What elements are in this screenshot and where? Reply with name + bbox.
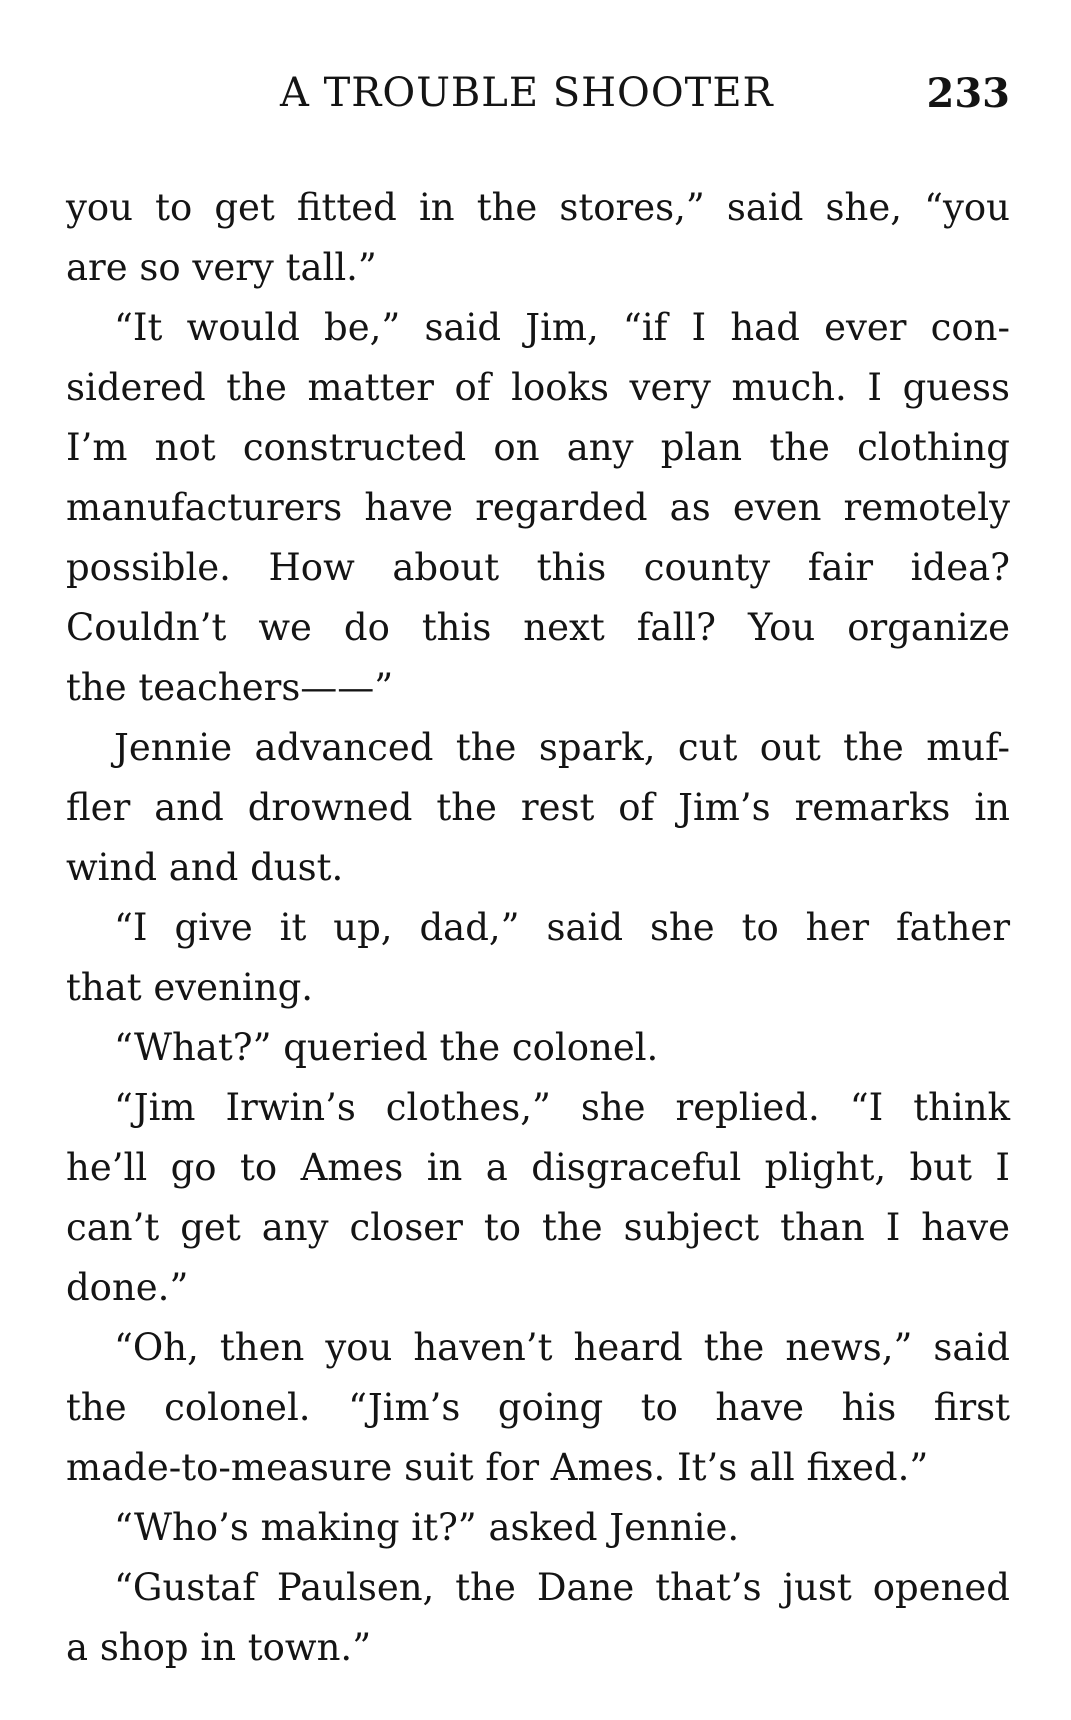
text-line: “I give it up, dad,” said she to her father	[114, 906, 1010, 949]
text-line: Couldn’t we do this next fall? You organize	[66, 606, 1010, 649]
text-line: the colonel. “Jim’s going to have his first	[66, 1386, 1010, 1429]
text-line: wind and dust.	[66, 846, 344, 889]
text-line: “Oh, then you haven’t heard the news,” said	[114, 1326, 1010, 1369]
text-line: that evening.	[66, 966, 314, 1009]
page-header	[66, 70, 1010, 130]
text-line: he’ll go to Ames in a disgraceful plight, but I	[66, 1146, 1010, 1189]
text-line: “What?” queried the colonel.	[114, 1026, 659, 1069]
text-line: can’t get any closer to the subject than I have	[66, 1206, 1010, 1249]
text-line: the teachers——”	[66, 666, 394, 709]
text-line: fler and drowned the rest of Jim’s remarks in	[66, 786, 1010, 829]
page-number: 233	[926, 70, 1010, 117]
text-line: “It would be,” said Jim, “if I had ever con-	[114, 306, 1010, 349]
text-line: a shop in town.”	[66, 1626, 372, 1669]
text-line: “Who’s making it?” asked Jennie.	[114, 1506, 740, 1549]
text-line: sidered the matter of looks very much. I guess	[66, 366, 1010, 409]
text-line: “Jim Irwin’s clothes,” she replied. “I think	[114, 1086, 1010, 1129]
text-line: made-to-measure suit for Ames. It’s all fixed.”	[66, 1446, 929, 1489]
text-line: possible. How about this county fair idea?	[66, 546, 1010, 589]
text-line: Jennie advanced the spark, cut out the muf-	[114, 726, 1010, 769]
running-title: A TROUBLE SHOOTER	[280, 70, 774, 116]
page-body-text	[66, 178, 1010, 1678]
text-line: you to get fitted in the stores,” said she, “you	[66, 186, 1010, 229]
text-line: manufacturers have regarded as even remotely	[66, 486, 1010, 529]
text-line: I’m not constructed on any plan the clothing	[66, 426, 1010, 469]
text-line: done.”	[66, 1266, 189, 1309]
text-line: “Gustaf Paulsen, the Dane that’s just opened	[114, 1566, 1010, 1609]
text-line: are so very tall.”	[66, 246, 377, 289]
